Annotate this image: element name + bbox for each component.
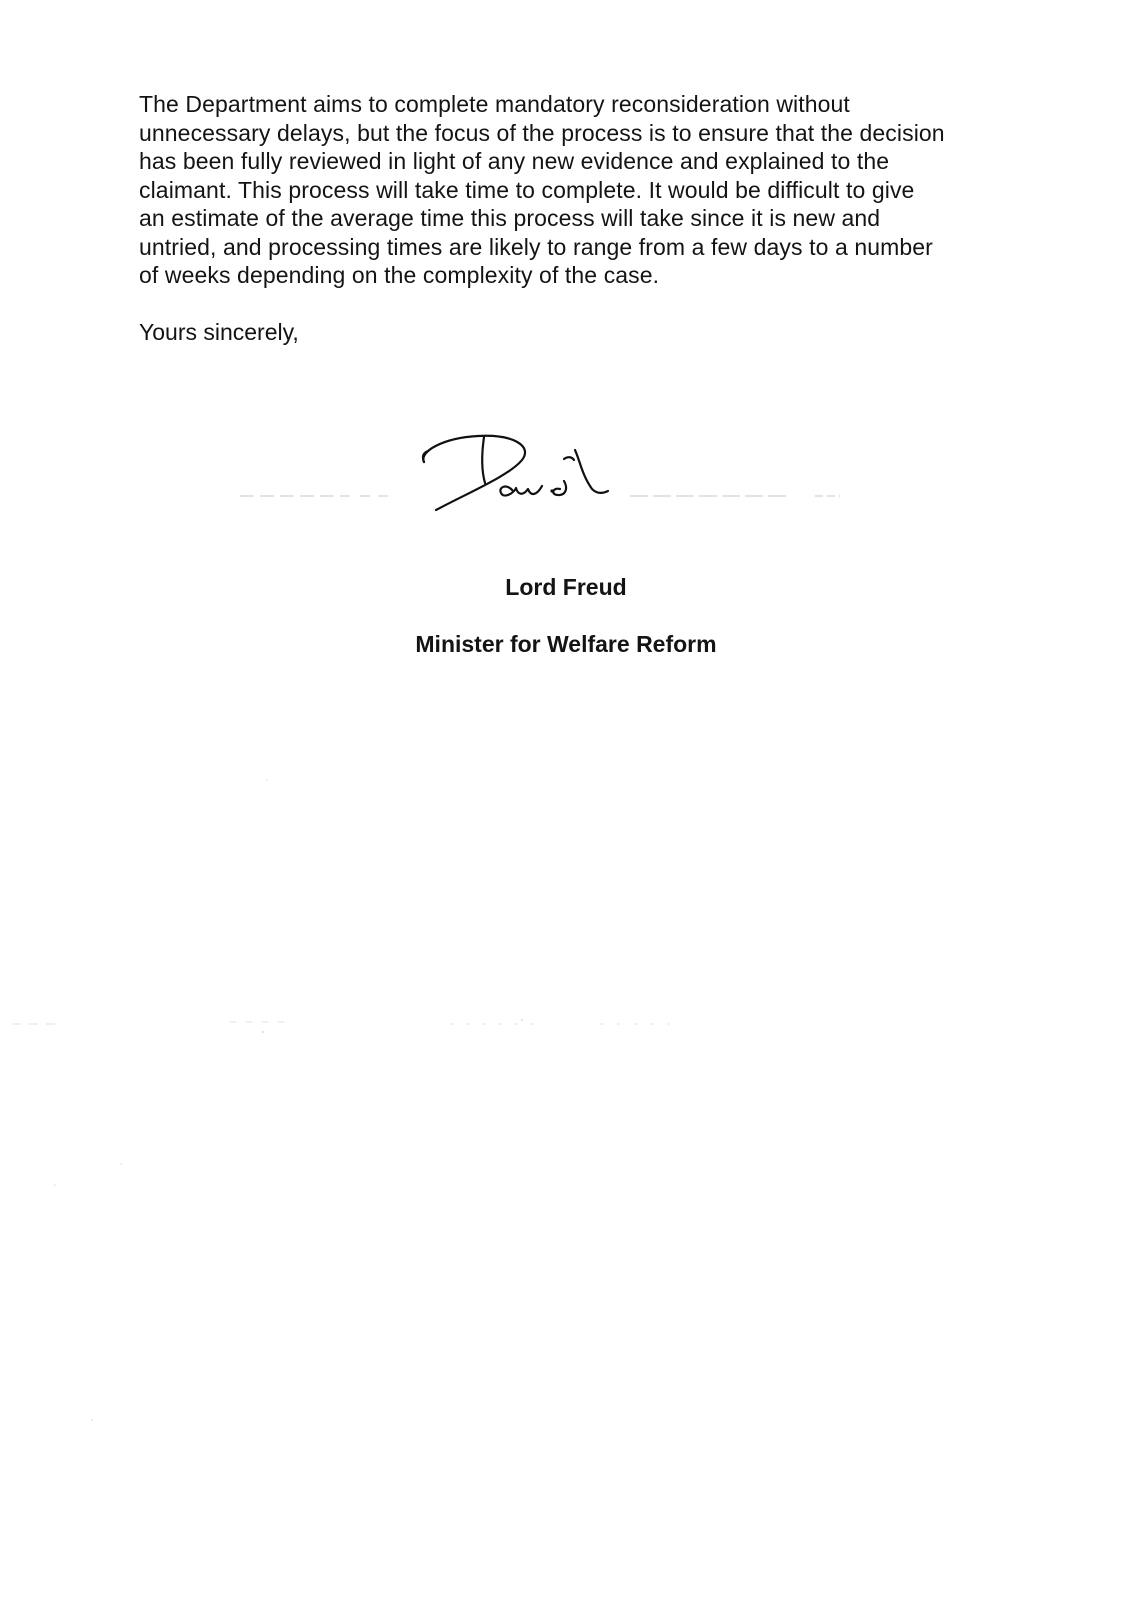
body-line: claimant. This process will take time to complete. It would be difficult to give <box>139 176 915 203</box>
body-line: untried, and processing times are likely to range from a few days to a number <box>139 233 933 260</box>
closing-salutation: Yours sincerely, <box>139 319 299 345</box>
body-paragraph <box>139 90 1019 290</box>
body-line: of weeks depending on the complexity of the case. <box>139 262 660 288</box>
body-line: an estimate of the average time this process will take since it is new and <box>139 205 881 231</box>
signatory-name: Lord Freud <box>505 574 627 600</box>
handwritten-signature <box>230 425 990 535</box>
signatory-title: Minister for Welfare Reform <box>415 631 717 657</box>
signature-block <box>230 425 990 535</box>
body-line: unnecessary delays, but the focus of the process is to ensure that the decision <box>139 119 945 146</box>
body-line: The Department aims to complete mandatory reconsideration without <box>139 91 850 117</box>
body-line: has been fully reviewed in light of any new evidence and explained to the <box>139 148 890 174</box>
